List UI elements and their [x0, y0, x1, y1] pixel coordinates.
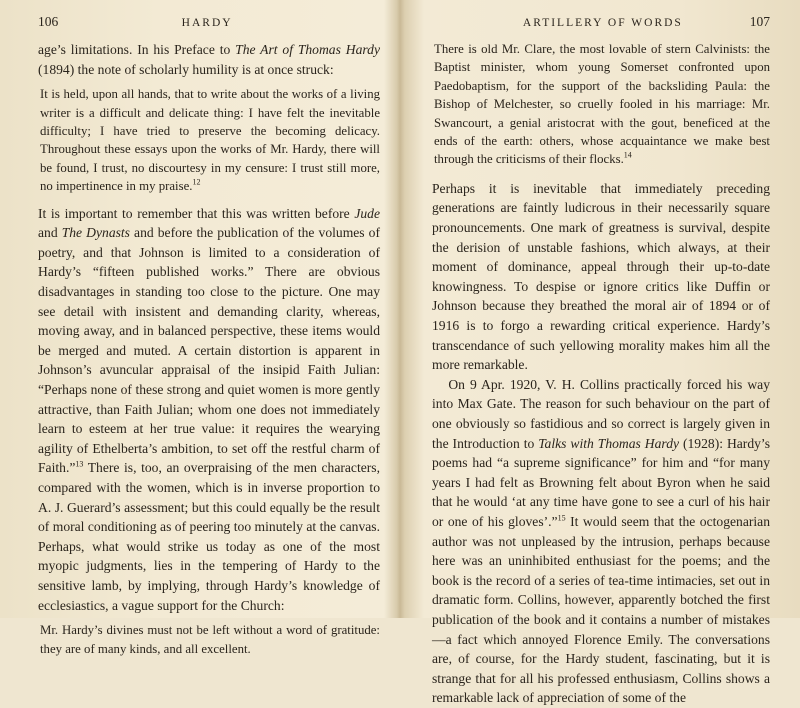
footnote-ref: 14: [623, 151, 632, 161]
book-title: The Dynasts: [61, 225, 130, 241]
right-page: [408, 0, 800, 706]
footnote-ref: 13: [75, 459, 84, 469]
running-head-right: ARTILLERY OF WORDS: [522, 17, 683, 29]
book-title: Talks with Thomas Hardy: [538, 435, 680, 451]
right-page-header: [432, 14, 770, 40]
book-title: The Art of Thomas Hardy: [235, 42, 380, 57]
footnote-ref: 12: [192, 177, 201, 187]
text: There is, too, an overpraising of the men characters, compared with the women, which is in inverse proportion to A. J. Guerard’s assessment; but this could equally be the result of moral conditioning as of peering too minutely at the canvas. Perhaps, what would strike us today as one of the most myopic judgments, lies in the tempering of Hardy to the sensitive lamb, by implying, through Hardy’s knowledge of ecclesiastics, a vague support for the Church:: [38, 460, 380, 613]
quote-text: It is held, upon all hands, that to write about the works of a living writer is a difficult and delicate thing: I have felt the inevitable difficulty; I have tried to preserve the becoming delicacy. Throughout these essays upon the works of Mr. Hardy, there will be found, I trust, no discourtesy in my censure: I trust still more, no impertinence in my praise.: [40, 87, 380, 194]
book-title: Jude: [354, 205, 380, 221]
text: It would seem that the octogenarian author was not unpleased by the intrusion, perhaps because here was an uninhibited enthusiast for the poems; and the book is the record of a series of tea-time intimacies, set out in dramatic form. Collins, however, apparently botched the first publication of the book and it contains a number of mistakes—a fact which annoyed Florence Emily. The conversations are, of course, for the Hardy student, fascinating, but it is strange that for all his professed enthusiasm, Collins shows a remarkable lack of appreciation of some of the: [432, 513, 770, 706]
left-page-body: [38, 40, 380, 658]
text: It is important to remember that this was written before: [38, 205, 355, 221]
text: (1894) the note of scholarly humility is at once struck:: [38, 61, 334, 77]
left-page-header: [38, 14, 380, 40]
page-number-right: 107: [749, 14, 770, 29]
paragraph: [38, 40, 380, 79]
quote-text: There is old Mr. Clare, the most lovable of stern Calvinists: the Baptist minister, whom young Somerset confronted upon Paedobaptism, for the support of the backsliding Paula: the Bishop of Melchester, so cruelly fooled in his marriage: Mr. Swancourt, a genial aristocrat with the gout, beneficed at the ends of the earth: others, whose acquaintance we make best through the criticisms of their flocks.: [434, 42, 770, 167]
quote-text: Mr. Hardy’s divines must not be left without a word of gratitude: they are of many kinds, and all excellent.: [40, 623, 380, 656]
page-number-left: 106: [38, 14, 59, 29]
running-head-left: HARDY: [181, 17, 233, 29]
footnote-ref: 15: [557, 513, 566, 523]
paragraph: [432, 375, 770, 708]
text: and before the publication of the volumes of poetry, and that Johnson is limited to a consideration of Hardy’s “fifteen published works.” There are obvious disadvantages in standing too close to the picture. One may see detail with insistent and demanding clarity, whereas, moving away, and in balanced perspective, these items would be merged and muted. A certain distortion is apparent in Johnson’s avuncular appraisal of the insipid Faith Julian: “Perhaps none of these strong and quiet women is more gently attractive, than Faith Julian; whom one does not immediately learn to esteem at her true value: it requires the wearying agility of Ethelberta’s ambition, to set off the restful charm of Faith.”: [38, 225, 380, 476]
paragraph: [38, 204, 380, 615]
text: On 9 Apr. 1920, V. H. Collins practically forced his way into Max Gate. The reason for such behaviour on the part of one obviously so fastidious and so correct is largely given in the Introduction to: [432, 376, 770, 451]
left-page: [0, 0, 400, 656]
block-quote: [38, 85, 380, 195]
right-page-body: [432, 40, 770, 708]
block-quote: [38, 621, 380, 658]
text: and: [38, 225, 62, 241]
block-quote: [432, 40, 770, 169]
paragraph: Perhaps it is inevitable that immediately preceding generations are faintly ludicrous in their necessarily square pronouncements. One mark of greatness is survival, despite the derision of unstable fashions, which always, at their moment of dominance, appeal through their up-to-date knowingness. To despise or ignore critics like Duffin or Johnson because they breathed the moral air of 1894 or of 1916 is to forgo a rewarding critical experience. Hardy’s transcendance of such yellowing morality makes him all the more remarkable.: [432, 180, 770, 373]
text: (1928): Hardy’s poems had “a supreme significance” for him and “for many years I had felt as Browning felt about Byron when he said that he would ‘at any time have gone to see a curl of his hair or one of his gloves’.”: [432, 435, 770, 529]
text: age’s limitations. In his Preface to: [38, 42, 236, 57]
